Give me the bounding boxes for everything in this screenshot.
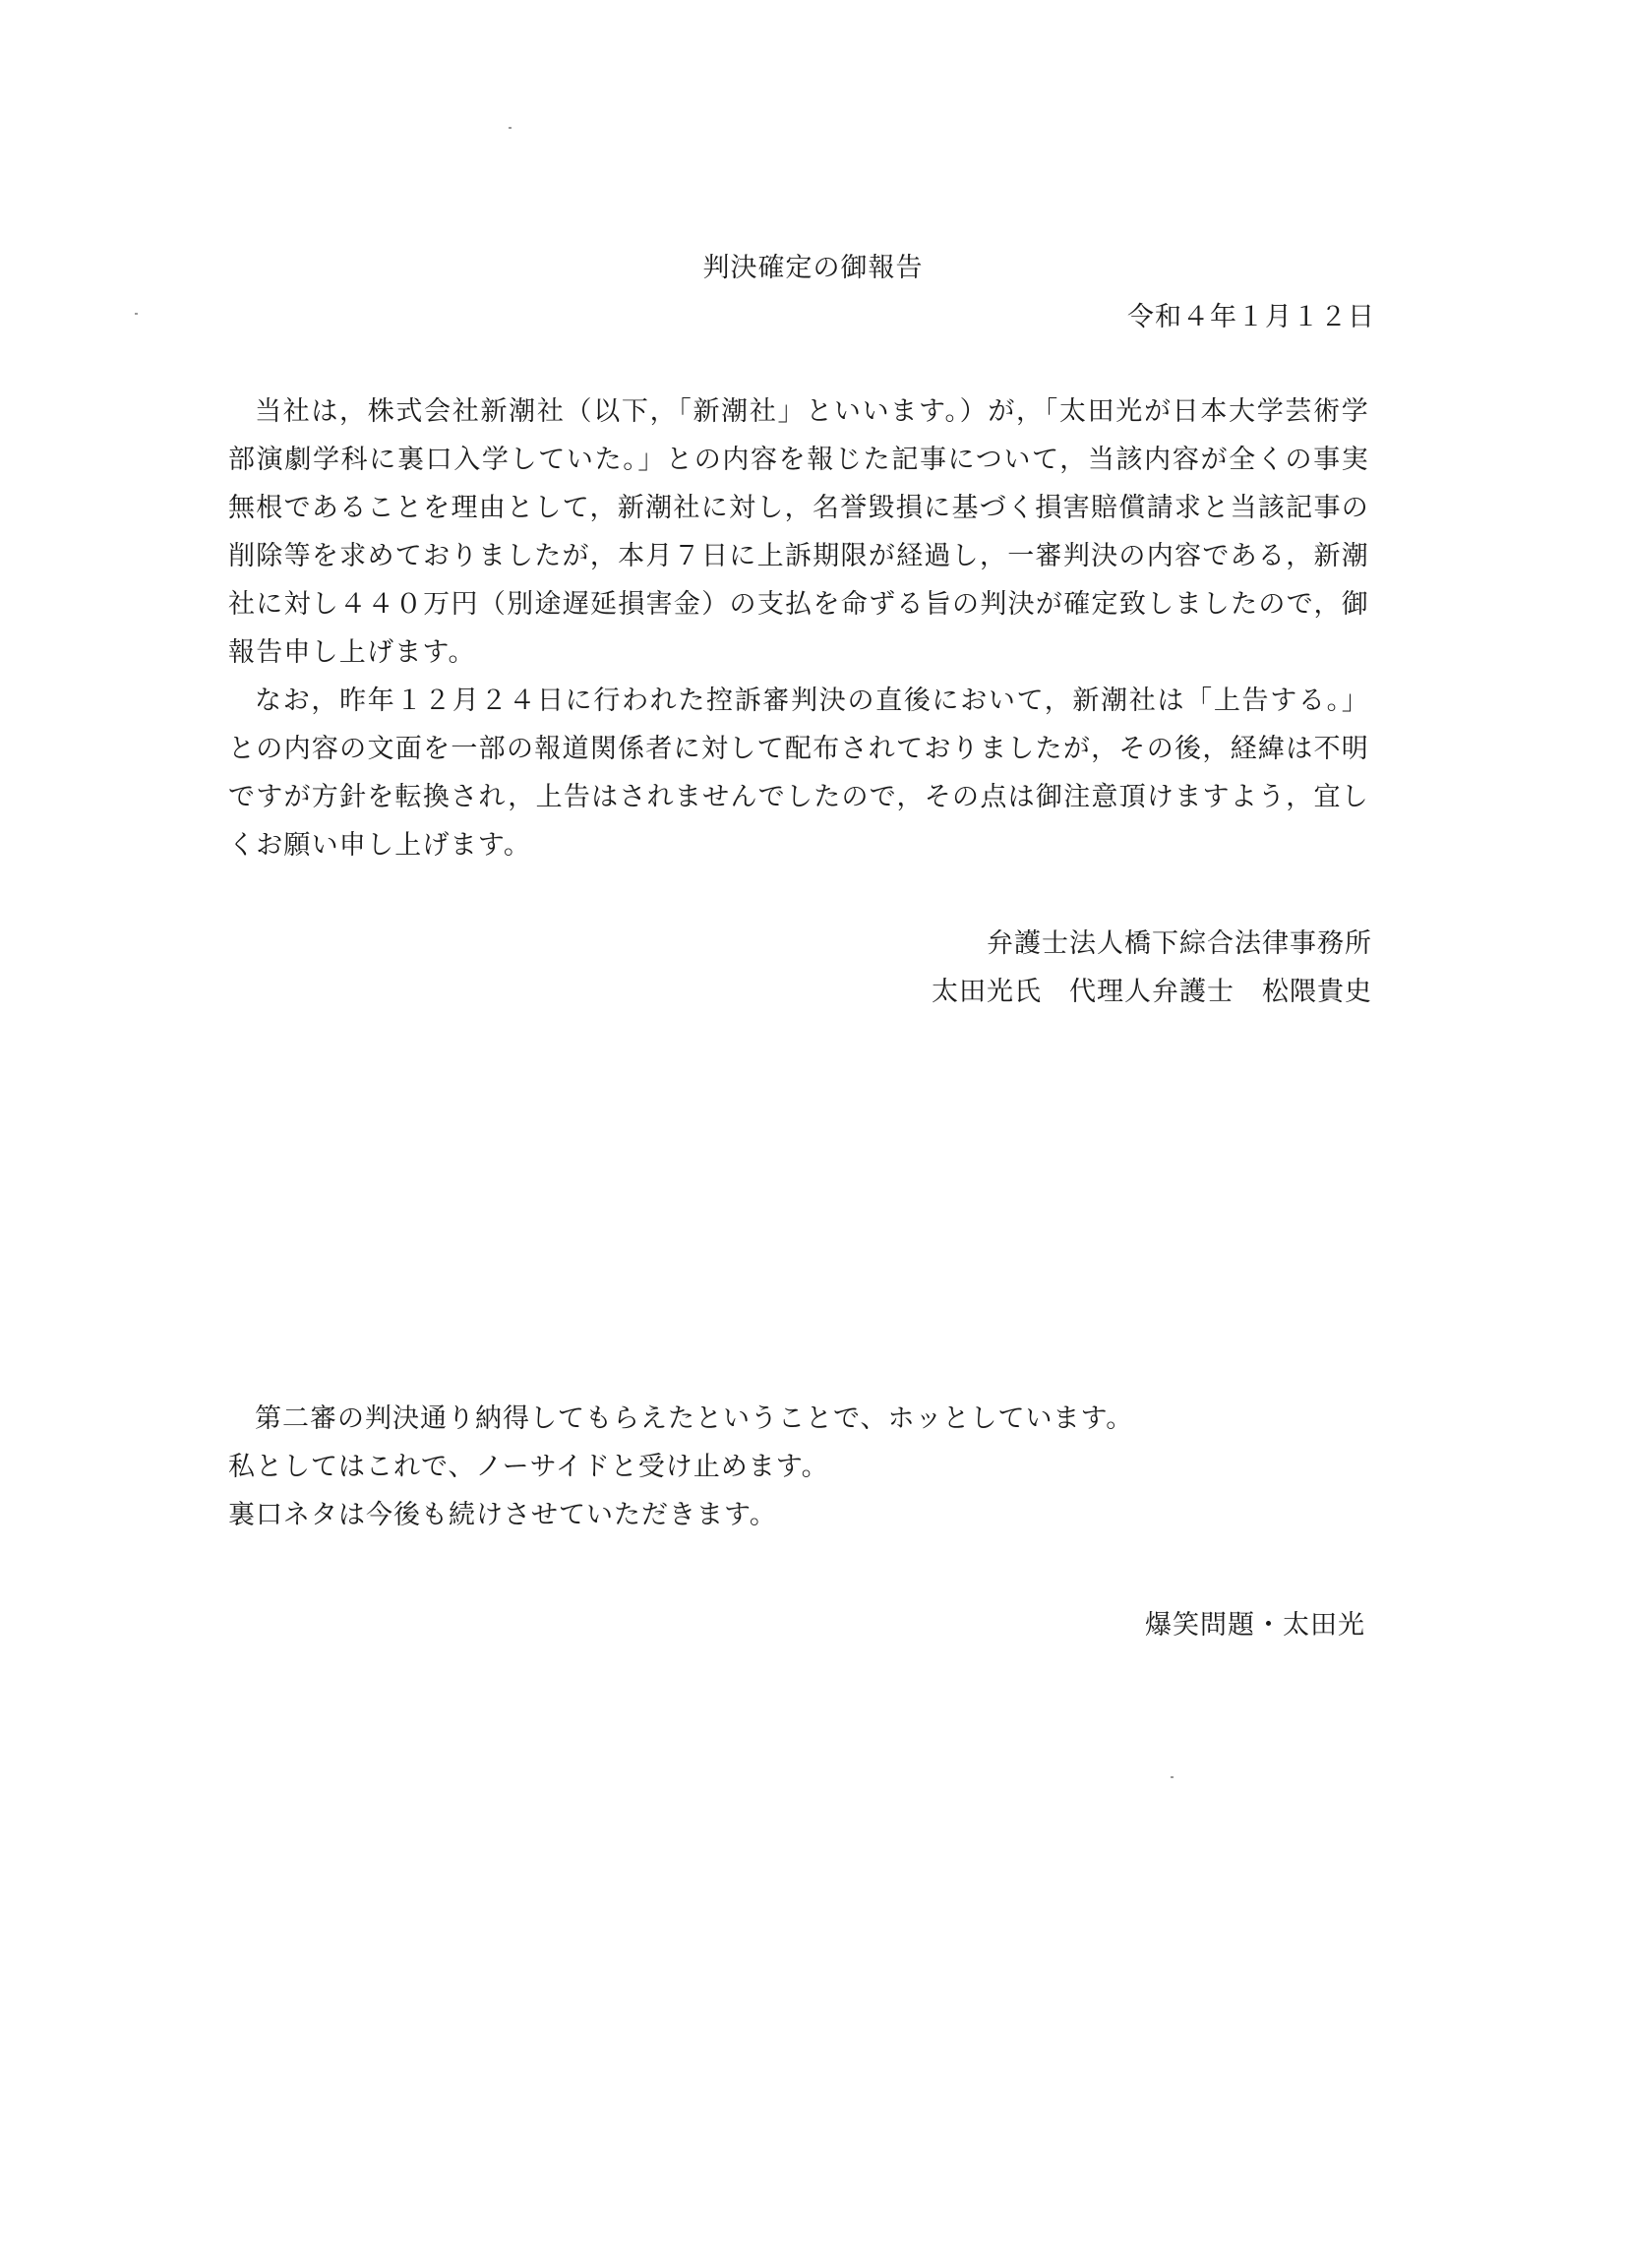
body-paragraph-2: なお，昨年１２月２４日に行われた控訴審判決の直後において，新潮社は「上告する。」との内容の文面を一部の報道関係者に対して配布されておりましたが，その後，経緯は不明ですが方針を転換され，上告はされませんでしたので，その点は御注意頂けますよう，宜しくお願い申し上げます。 — [228, 686, 1369, 861]
document-date: 令和４年１月１２日 — [1127, 302, 1375, 332]
comment-line-3: 裏口ネタは今後も続けさせていただきます。 — [228, 1500, 777, 1530]
document-body — [228, 388, 1369, 869]
document-title: 判決確定の御報告 — [702, 253, 924, 283]
comment-line-2: 私としてはこれで、ノーサイドと受け止めます。 — [228, 1452, 829, 1482]
scan-speck — [135, 313, 138, 315]
comment-signature: 爆笑問題・太田光 — [1145, 1610, 1365, 1641]
attorney-name: 太田光氏 代理人弁護士 松隈貴史 — [932, 977, 1372, 1007]
scan-speck — [1171, 1776, 1174, 1778]
scan-speck — [509, 127, 512, 129]
comment-line-1: 第二審の判決通り納得してもらえたということで、ホッとしています。 — [255, 1403, 1134, 1434]
law-firm-signature — [932, 920, 1372, 1016]
law-firm-name: 弁護士法人橋下綜合法律事務所 — [987, 928, 1372, 959]
comment-block — [228, 1395, 1369, 1539]
body-paragraph-1: 当社は，株式会社新潮社（以下，「新潮社」といいます。）が，「太田光が日本大学芸術学部演劇学科に裏口入学していた。」との内容を報じた記事について，当該内容が全くの事実無根であることを理由として，新潮社に対し，名誉毀損に基づく損害賠償請求と当該記事の削除等を求めておりましたが，本月７日に上訴期限が経過し，一審判決の内容である，新潮社に対し４４０万円（別途遅延損害金）の支払を命ずる旨の判決が確定致しましたので，御報告申し上げます。 — [228, 396, 1369, 668]
